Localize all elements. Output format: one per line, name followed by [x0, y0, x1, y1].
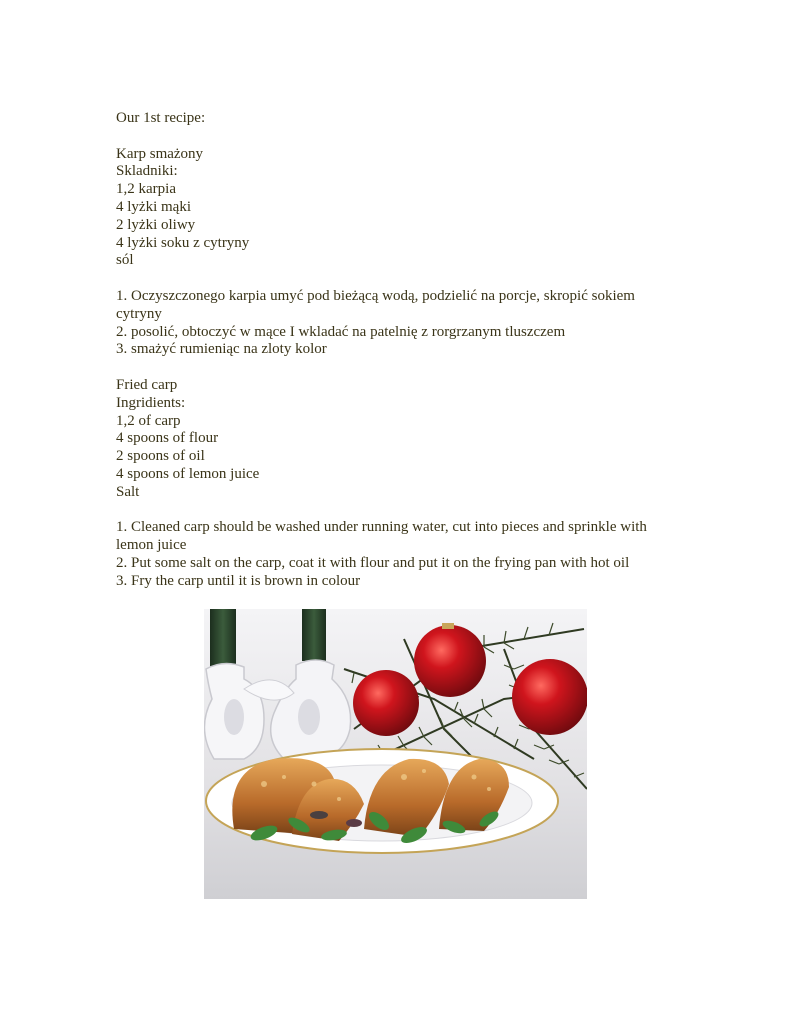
english-ingredient: 1,2 of carp: [116, 412, 181, 429]
photo-illustration: [204, 609, 587, 899]
polish-ingredient: 4 lyżki soku z cytryny: [116, 234, 250, 251]
english-ingredient: 4 spoons of flour: [116, 430, 219, 447]
ornament-right: [512, 659, 587, 735]
ornament-cap: [442, 623, 454, 629]
english-ingredient: 4 spoons of lemon juice: [116, 465, 260, 482]
polish-ingredient: sól: [116, 252, 134, 269]
fried-carp-photo: [204, 609, 587, 899]
recipe-document: [116, 110, 676, 591]
polish-title: Karp smażony: [116, 145, 204, 162]
polish-step: 1. Oczyszczonego karpia umyć pod bieżącą wodą, podzielić na porcje, skropić sokiem cytryny: [116, 287, 639, 322]
document-heading: Our 1st recipe:: [116, 110, 206, 126]
english-ingredient: 2 spoons of oil: [116, 448, 205, 465]
polish-ingredient: 4 lyżki mąki: [116, 198, 191, 215]
ornament-left: [353, 670, 419, 736]
english-step: 2. Put some salt on the carp, coat it with flour and put it on the frying pan with hot oil: [116, 554, 630, 571]
english-ingredient: Salt: [116, 483, 140, 500]
english-ingredients-label: Ingridients:: [116, 394, 186, 411]
polish-step: 3. smażyć rumieniąc na zloty kolor: [116, 341, 327, 358]
polish-step: 2. posolić, obtoczyć w mące I wkladać na patelnię z rorgrzanym tluszczem: [116, 323, 566, 340]
english-title: Fried carp: [116, 376, 178, 393]
ornament-top: [414, 625, 486, 697]
polish-ingredient: 2 lyżki oliwy: [116, 216, 196, 233]
polish-ingredient: 1,2 karpia: [116, 181, 176, 198]
candle-left: [210, 609, 236, 667]
candle-right: [302, 609, 326, 661]
english-step: 3. Fry the carp until it is brown in colour: [116, 572, 361, 589]
polish-ingredients-label: Skladniki:: [116, 163, 178, 180]
english-step: 1. Cleaned carp should be washed under running water, cut into pieces and sprinkle with lemon juice: [116, 519, 651, 554]
